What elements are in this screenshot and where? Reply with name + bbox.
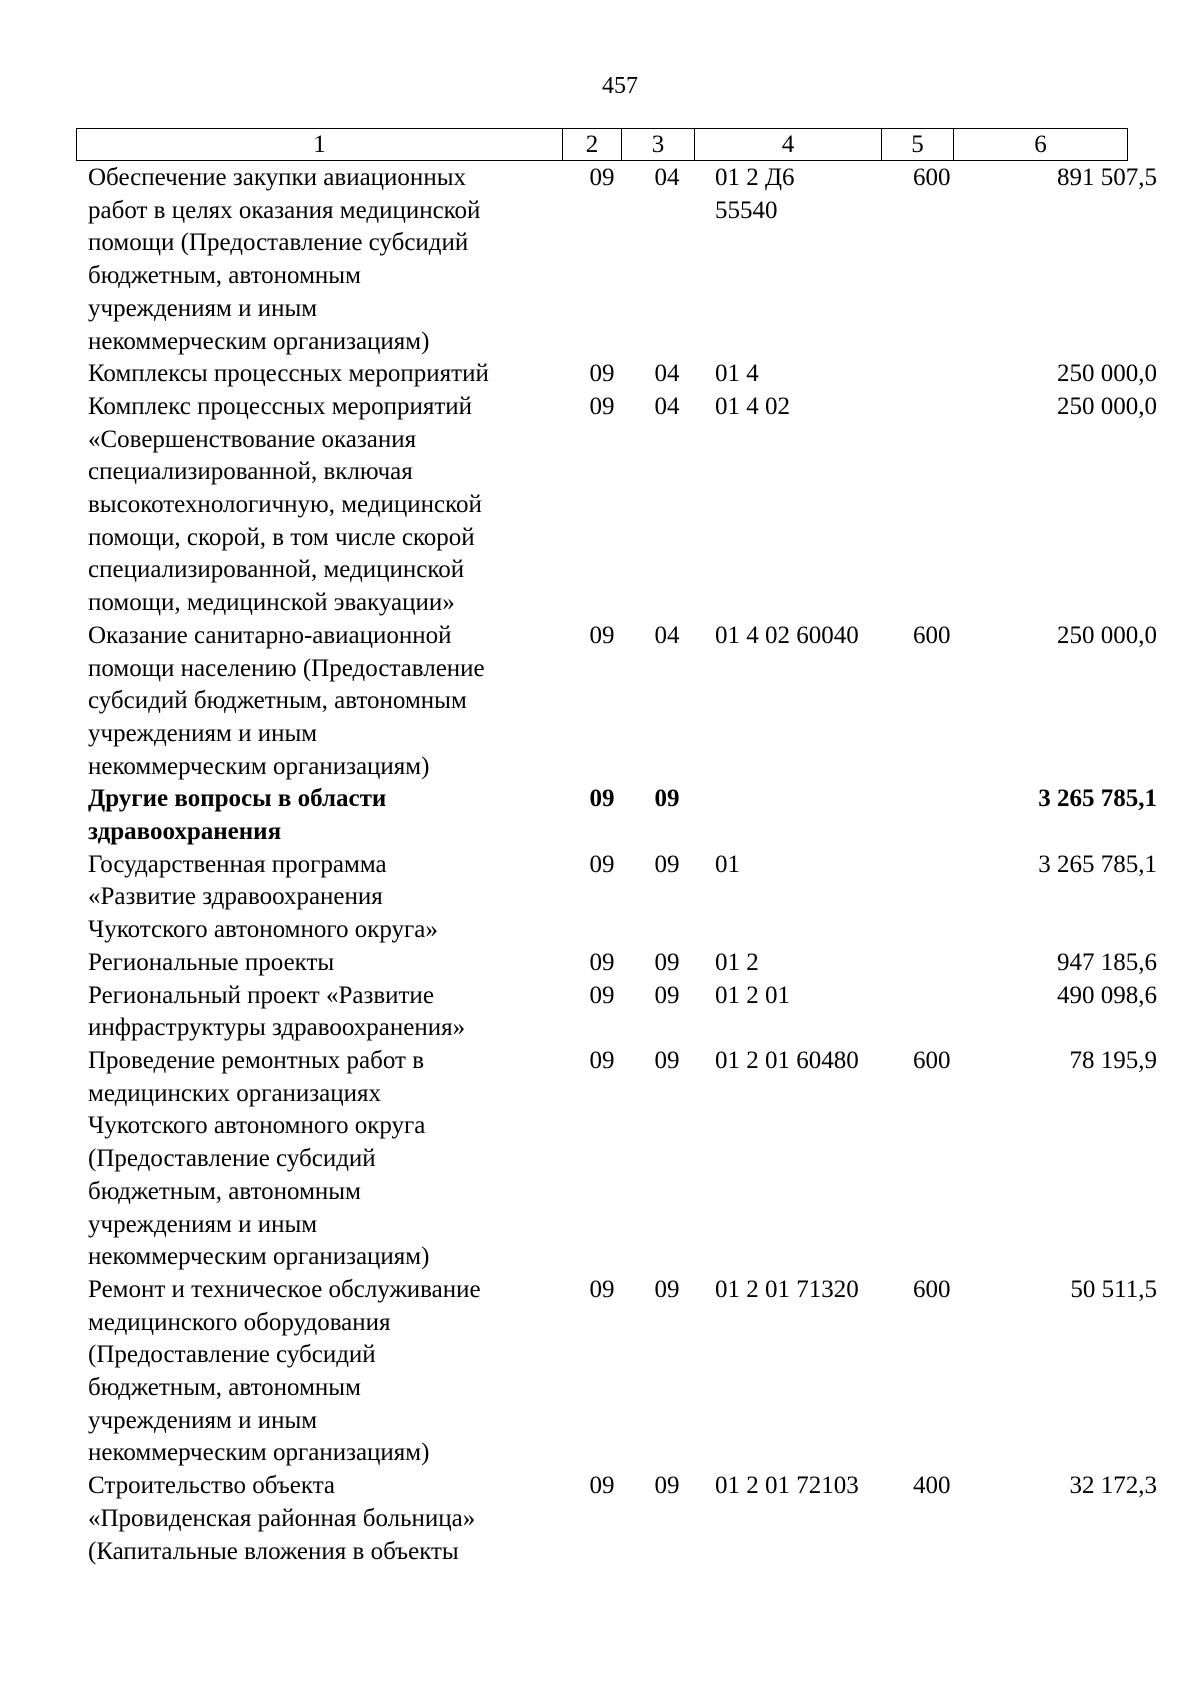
table-row xyxy=(76,391,1169,620)
table-row xyxy=(76,783,1169,848)
column-header-1: 1 xyxy=(77,129,563,161)
row-section: 09 xyxy=(589,850,615,878)
row-subsection: 09 xyxy=(654,948,680,976)
row-amount: 490 098,6 xyxy=(1057,981,1157,1009)
column-header-4: 4 xyxy=(695,129,882,161)
row-expense-type xyxy=(901,947,984,980)
row-section: 09 xyxy=(589,164,615,191)
row-expense-type xyxy=(901,391,984,620)
column-header-3: 3 xyxy=(622,129,695,161)
row-expense-type xyxy=(901,849,984,947)
table-row xyxy=(76,162,1169,358)
row-expense-type: 400 xyxy=(913,1472,951,1500)
row-target-code: 01 2 01 71320 xyxy=(715,1275,859,1303)
row-name: Проведение ремонтных работ в медицинских организациях Чукотского автономного округа (Предоставление субсидий бюджетным, автономным учреждениям и иным некоммерческим организациям) xyxy=(88,1046,430,1271)
row-section: 09 xyxy=(589,785,615,813)
row-expense-type xyxy=(901,783,984,848)
row-subsection: 09 xyxy=(654,785,680,813)
row-name: Региональные проекты xyxy=(88,948,335,976)
row-name: Строительство объекта «Провиденская районная больница» (Капитальные вложения в объекты xyxy=(88,1472,476,1565)
row-amount: 947 185,6 xyxy=(1057,948,1157,976)
row-name: Обеспечение закупки авиационных работ в целях оказания медицинской помощи (Предоставление субсидий бюджетным, автономным учреждениям и иным некоммерческим организациям) xyxy=(88,164,481,355)
budget-table xyxy=(76,162,1169,1568)
row-name: Оказание санитарно-авиационной помощи населению (Предоставление субсидий бюджетным, автономным учреждениям и иным некоммерческим организациям) xyxy=(88,621,485,780)
row-section: 09 xyxy=(589,981,615,1009)
column-header-6: 6 xyxy=(954,129,1128,161)
row-name: Государственная программа «Развитие здравоохранения Чукотского автономного округа» xyxy=(88,850,438,944)
row-expense-type xyxy=(901,358,984,391)
column-header-2: 2 xyxy=(563,129,622,161)
row-subsection: 09 xyxy=(654,981,680,1009)
row-amount: 3 265 785,1 xyxy=(1038,785,1157,813)
row-name: Комплекс процессных мероприятий «Совершенствование оказания специализированной, включая высокотехнологичную, медицинской помощи, скорой, в том числе скорой специализированной, медицинской помощи, медицинской эвакуации» xyxy=(88,392,482,617)
row-subsection: 04 xyxy=(654,164,680,191)
budget-table-body xyxy=(76,162,1169,1568)
table-row xyxy=(76,1274,1169,1470)
row-expense-type: 600 xyxy=(913,1275,951,1303)
row-subsection: 09 xyxy=(654,850,680,878)
table-row xyxy=(76,947,1169,980)
row-amount: 50 511,5 xyxy=(1070,1275,1157,1303)
row-section: 09 xyxy=(589,360,615,388)
row-target-code: 01 2 01 72103 xyxy=(715,1472,859,1500)
row-expense-type: 600 xyxy=(913,621,951,649)
table-row xyxy=(76,1470,1169,1568)
row-amount: 250 000,0 xyxy=(1057,392,1157,420)
row-section: 09 xyxy=(589,1046,615,1074)
row-target-code: 01 xyxy=(715,850,740,878)
row-subsection: 09 xyxy=(654,1275,680,1303)
row-target-code: 01 4 xyxy=(715,360,759,388)
row-name: Региональный проект «Развитие инфраструктуры здравоохранения» xyxy=(88,981,466,1042)
table-row xyxy=(76,620,1169,784)
row-section: 09 xyxy=(589,621,615,649)
row-expense-type: 600 xyxy=(913,1046,951,1074)
row-target-code: 01 2 01 xyxy=(715,981,790,1009)
row-section: 09 xyxy=(589,948,615,976)
table-row xyxy=(76,358,1169,391)
row-expense-type: 600 xyxy=(913,164,951,191)
row-section: 09 xyxy=(589,1275,615,1303)
row-amount: 78 195,9 xyxy=(1069,1046,1157,1074)
row-section: 09 xyxy=(589,392,615,420)
row-amount: 3 265 785,1 xyxy=(1038,850,1157,878)
row-target-code: 01 4 02 xyxy=(715,392,790,420)
row-subsection: 04 xyxy=(654,392,680,420)
row-name: Ремонт и техническое обслуживание медицинского оборудования (Предоставление субсидий бюджетным, автономным учреждениям и иным некоммерческим организациям) xyxy=(88,1275,481,1467)
row-subsection: 09 xyxy=(654,1472,680,1500)
row-target-code: 01 2 Д6 55540 xyxy=(715,164,795,224)
row-amount: 250 000,0 xyxy=(1057,621,1157,649)
table-header xyxy=(76,128,1128,161)
row-amount: 250 000,0 xyxy=(1057,360,1157,388)
row-target-code xyxy=(703,783,901,848)
table-row xyxy=(76,1045,1169,1274)
table-row xyxy=(76,849,1169,947)
row-expense-type xyxy=(901,980,984,1045)
row-target-code: 01 2 xyxy=(715,948,759,976)
row-target-code: 01 4 02 60040 xyxy=(715,621,859,649)
row-amount: 32 172,3 xyxy=(1069,1472,1157,1500)
row-name: Комплексы процессных мероприятий xyxy=(88,360,489,388)
page-number: 457 xyxy=(602,73,638,99)
header-row xyxy=(77,129,1128,161)
row-subsection: 04 xyxy=(654,360,680,388)
row-subsection: 09 xyxy=(654,1046,680,1074)
row-target-code: 01 2 01 60480 xyxy=(715,1046,859,1074)
row-amount: 891 507,5 xyxy=(1057,164,1157,191)
row-subsection: 04 xyxy=(654,621,680,649)
column-header-5: 5 xyxy=(882,129,954,161)
table-row xyxy=(76,980,1169,1045)
row-name: Другие вопросы в области здравоохранения xyxy=(88,785,387,846)
row-section: 09 xyxy=(589,1472,615,1500)
